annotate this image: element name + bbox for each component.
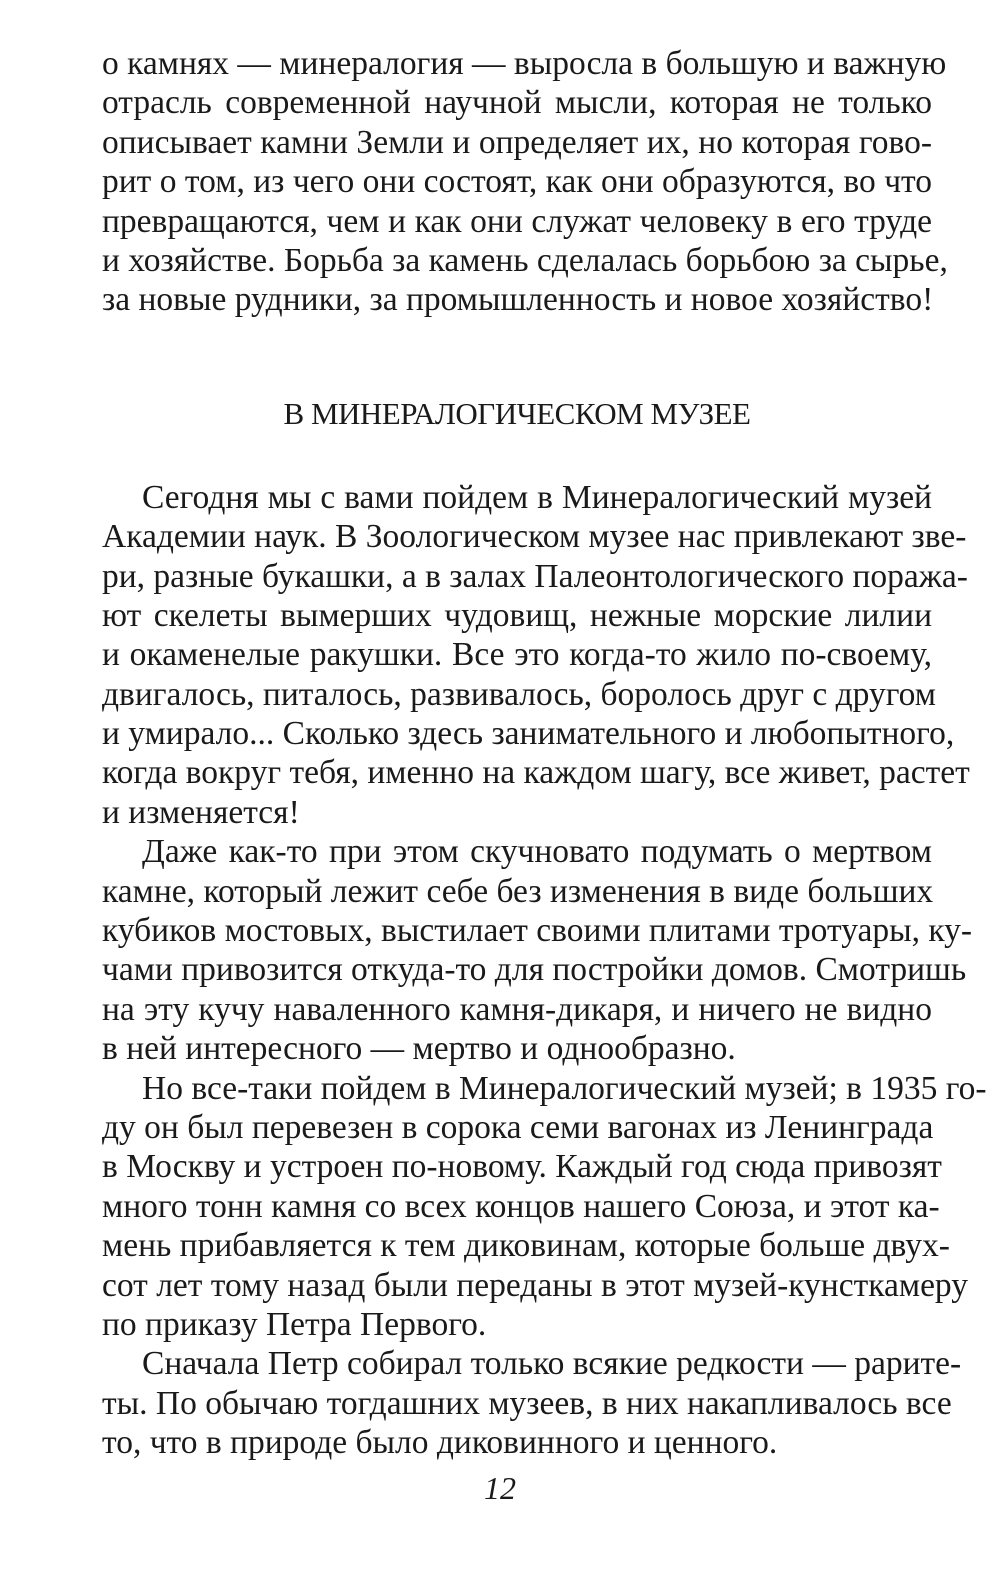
text-line: и окаменелые ракушки. Все это когда-то жило по-своему, [102, 636, 932, 674]
intro-paragraph [102, 44, 948, 320]
text-line: то, что в природе было диковинного и ценного. [102, 1424, 778, 1462]
text-line: Академии наук. В Зоологическом музее нас привлекают зве- [102, 518, 967, 556]
page-number: 12 [484, 1470, 516, 1506]
text-line: двигалось, питалось, развивалось, боролось друг с другом [102, 675, 936, 713]
text-line: превращаются, чем и как они служат человеку в его труде [102, 202, 932, 240]
text-line: в Москву и устроен по-новому. Каждый год сюда привозят [102, 1148, 942, 1186]
page-body [102, 44, 987, 1463]
text-line: ют скелеты вымерших чудовищ, нежные морские лилии [102, 596, 932, 634]
text-line: о камнях — минералогия — выросла в большую и важную [102, 45, 947, 82]
text-line: ри, разные букашки, а в залах Палеонтологического поража- [102, 557, 968, 595]
paragraph-3 [102, 1069, 987, 1345]
text-line: Сначала Петр собирал только всякие редкости — рарите- [142, 1345, 962, 1383]
text-line: камне, который лежит себе без изменения в виде больших [102, 872, 934, 910]
text-line: Даже как-то при этом скучновато подумать о мертвом [142, 833, 932, 871]
text-line: ду он был перевезен в сорока семи вагонах из Ленинграда [102, 1108, 934, 1146]
text-line: сот лет тому назад были переданы в этот музей-кунсткамеру [102, 1266, 968, 1304]
section-title: В МИНЕРАЛОГИЧЕСКОМ МУЗЕЕ [283, 395, 751, 431]
text-line: и умирало... Сколько здесь занимательного и любопытного, [102, 715, 955, 753]
paragraph-4 [102, 1344, 962, 1462]
text-line: кубиков мостовых, выстилает своими плитами тротуары, ку- [102, 912, 973, 950]
text-line: чами привозится откуда-то для постройки домов. Смотришь [102, 951, 967, 989]
text-line: когда вокруг тебя, именно на каждом шагу, все живет, растет [102, 754, 970, 792]
text-line: Сегодня мы с вами пойдем в Минералогический музей [142, 478, 932, 516]
text-line: рит о том, из чего они состоят, как они образуются, во что [102, 163, 932, 201]
text-line: по приказу Петра Первого. [102, 1305, 487, 1343]
text-line: ты. По обычаю тогдашних музеев, в них накапливалось все [102, 1384, 952, 1422]
text-line: за новые рудники, за промышленность и новое хозяйство! [102, 281, 934, 319]
text-line: в ней интересного — мертво и однообразно. [102, 1030, 736, 1068]
text-line: и изменяется! [102, 793, 300, 831]
text-line: много тонн камня со всех концов нашего Союза, и этот ка- [102, 1187, 940, 1225]
text-line: на эту кучу наваленного камня-дикаря, и ничего не видно [102, 990, 932, 1028]
paragraph-2 [102, 832, 973, 1068]
text-line: отрасль современной научной мысли, которая не только [102, 84, 932, 122]
text-line: и хозяйстве. Борьба за камень сделалась борьбою за сырье, [102, 241, 948, 279]
text-line: Но все-таки пойдем в Минералогический музей; в 1935 го- [142, 1069, 987, 1107]
text-line: описывает камни Земли и определяет их, но которая гово- [102, 123, 932, 161]
paragraph-1 [102, 478, 970, 833]
text-line: мень прибавляется к тем диковинам, которые больше двух- [102, 1227, 950, 1265]
